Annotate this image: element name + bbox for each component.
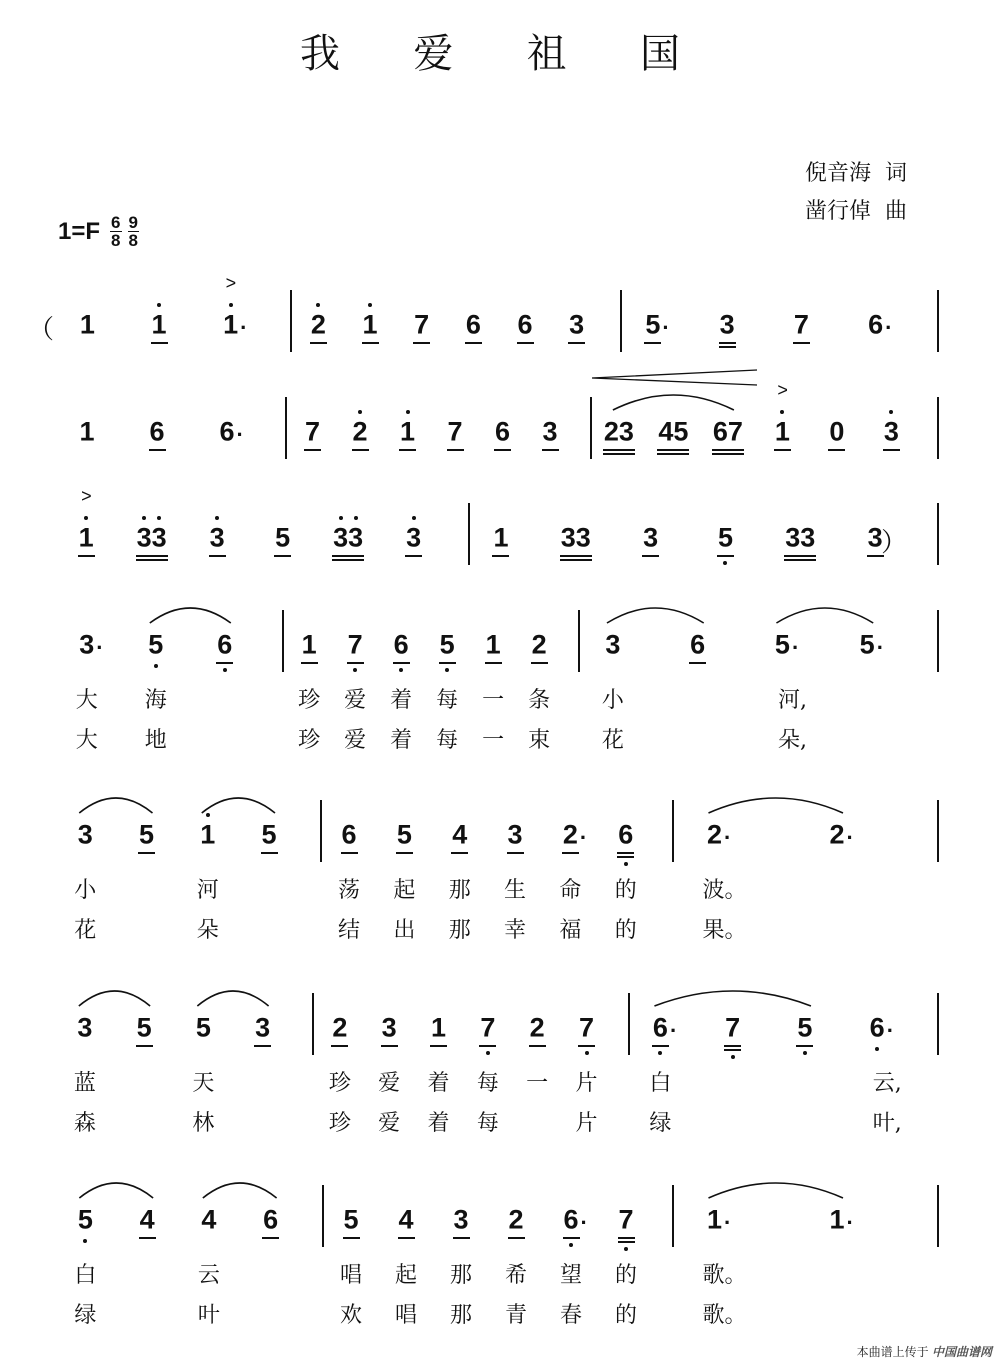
lyric-syllable: 海 (144, 688, 167, 713)
augmentation-dot: · (724, 1210, 732, 1235)
note-digit: 3 (209, 522, 225, 553)
lyric-syllable: 云 (197, 1263, 220, 1288)
lyric-syllable: 那 (448, 918, 471, 943)
lyric-syllable: 起 (393, 878, 416, 903)
note-digit: 7 (414, 309, 430, 340)
note-digit: 6 (868, 309, 884, 340)
lyric-syllable: 珍 (298, 688, 321, 713)
lyric-syllable: 每 (436, 728, 459, 753)
watermark (857, 1343, 992, 1360)
note-digit: 6 (149, 416, 165, 447)
lyric-syllable: 望 (559, 1263, 583, 1288)
note-digit: 6 (517, 309, 533, 340)
crescendo-hairpin (592, 370, 757, 385)
note-digit: 2 (562, 819, 578, 850)
close-parenthesis: ） (881, 527, 908, 557)
lyric-syllable: 白 (649, 1071, 672, 1096)
augmentation-dot: · (669, 1018, 678, 1043)
lyric-syllable: 那 (449, 1263, 473, 1288)
note-digit: 3 (77, 1012, 93, 1043)
lyric-syllable: 爱 (378, 1111, 401, 1136)
note-digit: 1 (399, 416, 416, 447)
numerator: 6 (111, 213, 121, 232)
lyricist-name: 倪音海 (805, 161, 872, 186)
note-digit: 5 (195, 1012, 211, 1043)
note-digit: 2 (352, 416, 368, 447)
note-digit: 33 (136, 522, 167, 553)
slur (197, 991, 268, 1006)
note-digit: 1 (362, 309, 378, 340)
lyric-syllable: 福 (559, 918, 582, 943)
lyric-syllable: 的 (614, 1303, 638, 1328)
lyric-syllable: 爱 (378, 1071, 401, 1096)
lyric-syllable: 那 (448, 878, 471, 903)
lyric-syllable: 条 (528, 688, 551, 713)
lyric-syllable: 的 (614, 1263, 638, 1288)
slur (203, 1183, 277, 1198)
note-digit: 3 (77, 819, 93, 850)
note-digit: 6 (217, 629, 233, 660)
augmentation-dot: · (791, 635, 800, 660)
note-digit: 6 (341, 819, 357, 850)
augmentation-dot: · (724, 825, 732, 850)
lyric-syllable: 起 (394, 1263, 418, 1288)
lyric-syllable: 每 (476, 1111, 499, 1136)
note-digit: 1 (829, 1204, 845, 1235)
note-digit: 4 (398, 1204, 414, 1235)
lyric-syllable: 荡 (338, 878, 361, 903)
augmentation-dot: · (885, 315, 893, 340)
lyric-syllable: 幸 (504, 918, 527, 943)
lyric-syllable: 珍 (328, 1071, 351, 1096)
lyric-syllable: 白 (74, 1263, 97, 1288)
lyric-syllable: 花 (601, 728, 624, 753)
lyric-syllable: 每 (436, 688, 459, 713)
note-digit: 7 (347, 629, 363, 660)
note-digit: 6 (263, 1204, 279, 1235)
note-digit: 3 (643, 522, 659, 553)
note-digit: 2 (529, 1012, 545, 1043)
note-digit: 5 (396, 819, 412, 850)
title-char: 爱 (413, 31, 454, 77)
augmentation-dot: · (240, 315, 248, 340)
note-digit: 6 (219, 416, 235, 447)
lyric-syllable: 每 (476, 1071, 499, 1096)
note-digit: 3 (79, 629, 95, 660)
lyric-syllable: 爱 (344, 728, 367, 753)
accent-mark: > (777, 380, 788, 400)
note-digit: 5 (774, 629, 790, 660)
lyric-syllable: 春 (559, 1303, 583, 1328)
note-digit: 5 (77, 1204, 93, 1235)
note-digit: 5 (859, 629, 875, 660)
lyric-syllable: 出 (393, 918, 416, 943)
note-digit: 1 (200, 819, 216, 850)
composer-role: 曲 (885, 199, 908, 224)
note-digit: 3 (453, 1204, 469, 1235)
lyric-syllable: 片 (575, 1071, 598, 1096)
note-digit: 6 (494, 416, 511, 447)
lyric-syllable: 青 (504, 1303, 528, 1328)
accent-mark: > (225, 273, 237, 293)
note-digit: 0 (829, 416, 845, 447)
lyric-syllable: 大 (75, 688, 98, 713)
note-digit: 7 (793, 309, 809, 340)
slur (654, 991, 811, 1006)
lyric-syllable: 片 (575, 1111, 598, 1136)
note-digit: 3 (255, 1012, 271, 1043)
note-digit: 6 (563, 1204, 579, 1235)
note-digit: 2 (310, 309, 326, 340)
note-digit: 2 (332, 1012, 348, 1043)
lyric-syllable: 那 (449, 1303, 473, 1328)
lyric-syllable: 结 (338, 918, 361, 943)
note-digit: 2 (508, 1204, 524, 1235)
note-digit: 5 (275, 522, 291, 553)
note-digit: 4 (201, 1204, 217, 1235)
note-digit: 6 (465, 309, 481, 340)
note-digit: 1 (78, 522, 94, 553)
note-digit: 6 (393, 629, 409, 660)
watermark-text: 本曲谱上传于 (856, 1345, 929, 1359)
note-digit: 67 (712, 416, 743, 447)
lyric-syllable: 着 (427, 1071, 450, 1096)
note-digit: 1 (706, 1204, 723, 1235)
denominator: 8 (128, 231, 138, 250)
composer-name: 凿行倬 (805, 199, 872, 224)
note-digit: 1 (774, 416, 790, 447)
note-digit: 3 (605, 629, 621, 660)
note-digit: 7 (618, 1204, 634, 1235)
lyric-syllable: 花 (74, 918, 97, 943)
augmentation-dot: · (846, 825, 854, 850)
note-digit: 3 (542, 416, 558, 447)
slur (607, 608, 704, 623)
note-digit: 5 (148, 629, 164, 660)
key-label: 1=F (58, 217, 101, 245)
note-digit: 5 (797, 1012, 813, 1043)
lyric-syllable: 唱 (339, 1263, 363, 1288)
note-digit: 1 (485, 629, 501, 660)
augmentation-dot: · (846, 1210, 854, 1235)
lyric-syllable: 河, (777, 688, 807, 713)
slur (709, 798, 844, 813)
augmentation-dot: · (236, 422, 244, 447)
augmentation-dot: · (579, 825, 588, 850)
note-digit: 1 (151, 309, 167, 340)
note-digit: 7 (725, 1012, 741, 1043)
lyric-syllable: 歌。 (702, 1263, 747, 1288)
note-digit: 2 (531, 629, 547, 660)
slur (79, 1183, 153, 1198)
lyric-syllable: 的 (614, 918, 637, 943)
open-parenthesis: （ (28, 314, 55, 344)
accent-mark: > (81, 486, 92, 506)
note-digit: 5 (138, 819, 155, 850)
denominator: 8 (111, 231, 121, 250)
note-digit: 1 (301, 629, 317, 660)
note-digit: 5 (717, 522, 733, 553)
lyricist-role: 词 (885, 161, 908, 186)
lyric-syllable: 叶 (197, 1303, 220, 1328)
slur (709, 1183, 844, 1198)
note-digit: 3 (381, 1012, 397, 1043)
lyric-syllable: 小 (601, 688, 624, 713)
lyric-syllable: 一 (526, 1071, 549, 1096)
lyric-syllable: 欢 (339, 1303, 363, 1328)
lyric-syllable: 绿 (74, 1303, 97, 1328)
title-char: 祖 (526, 31, 567, 77)
lyric-syllable: 束 (528, 728, 551, 753)
lyric-syllable: 生 (504, 878, 527, 903)
note-digit: 1 (223, 309, 239, 340)
note-digit: 1 (79, 416, 95, 447)
note-digit: 5 (136, 1012, 152, 1043)
title-char: 国 (639, 31, 680, 77)
lyric-syllable: 珍 (298, 728, 321, 753)
slur (776, 608, 873, 623)
lyric-syllable: 唱 (394, 1303, 418, 1328)
lyric-syllable: 着 (390, 688, 413, 713)
lyric-syllable: 着 (427, 1111, 450, 1136)
note-digit: 23 (603, 416, 634, 447)
lyric-syllable: 果。 (702, 918, 747, 943)
note-digit: 33 (785, 522, 816, 553)
lyric-syllable: 希 (504, 1263, 528, 1288)
lyric-syllable: 一 (482, 728, 505, 753)
note-digit: 7 (480, 1012, 496, 1043)
note-digit: 5 (439, 629, 455, 660)
note-digit: 45 (658, 416, 689, 447)
note-digit: 33 (333, 522, 364, 553)
slur (613, 395, 734, 410)
lyric-syllable: 一 (482, 688, 505, 713)
lyric-syllable: 大 (75, 728, 98, 753)
note-digit: 7 (304, 416, 321, 447)
lyric-syllable: 朵 (196, 918, 219, 943)
lyric-syllable: 叶, (872, 1111, 902, 1136)
lyric-syllable: 爱 (344, 688, 367, 713)
lyric-syllable: 绿 (649, 1111, 672, 1136)
note-digit: 2 (829, 819, 845, 850)
lyric-syllable: 着 (390, 728, 413, 753)
lyric-syllable: 天 (192, 1071, 215, 1096)
note-digit: 3 (406, 522, 422, 553)
augmentation-dot: · (662, 315, 670, 340)
lyric-syllable: 林 (192, 1111, 215, 1136)
slur (150, 608, 231, 623)
note-digit: 3 (883, 416, 899, 447)
watermark-site: 中国曲谱网 (931, 1345, 992, 1359)
note-digit: 1 (493, 522, 509, 553)
note-digit: 6 (869, 1012, 885, 1043)
augmentation-dot: · (876, 635, 885, 660)
note-digit: 33 (560, 522, 591, 553)
slur (202, 798, 275, 813)
note-digit: 4 (139, 1204, 155, 1235)
augmentation-dot: · (886, 1018, 895, 1043)
lyric-syllable: 蓝 (73, 1071, 96, 1096)
lyric-syllable: 歌。 (702, 1303, 747, 1328)
numerator: 9 (128, 213, 138, 232)
note-digit: 5 (645, 309, 661, 340)
note-digit: 7 (447, 416, 463, 447)
lyric-syllable: 森 (73, 1111, 96, 1136)
note-digit: 6 (618, 819, 634, 850)
note-digit: 3 (507, 819, 523, 850)
note-digit: 1 (79, 309, 95, 340)
slur (79, 798, 152, 813)
note-digit: 6 (652, 1012, 668, 1043)
lyric-syllable: 命 (559, 878, 582, 903)
lyric-syllable: 的 (614, 878, 637, 903)
note-digit: 5 (261, 819, 277, 850)
note-digit: 7 (579, 1012, 595, 1043)
lyric-syllable: 地 (144, 728, 167, 753)
lyric-syllable: 河 (196, 878, 219, 903)
lyric-syllable: 云, (872, 1071, 902, 1096)
lyric-syllable: 波。 (702, 878, 747, 903)
lyric-syllable: 珍 (328, 1111, 351, 1136)
slur (79, 991, 150, 1006)
note-digit: 2 (706, 819, 723, 850)
lyric-syllable: 朵, (777, 728, 807, 753)
note-digit: 6 (690, 629, 706, 660)
note-digit: 4 (452, 819, 468, 850)
note-digit: 1 (431, 1012, 447, 1043)
note-digit: 3 (719, 309, 735, 340)
note-digit: 5 (343, 1204, 359, 1235)
lyric-syllable: 小 (74, 878, 97, 903)
note-digit: 3 (569, 309, 585, 340)
note-digit: 3 (867, 522, 883, 553)
title-char: 我 (300, 31, 340, 77)
augmentation-dot: · (96, 635, 104, 660)
augmentation-dot: · (580, 1210, 588, 1235)
